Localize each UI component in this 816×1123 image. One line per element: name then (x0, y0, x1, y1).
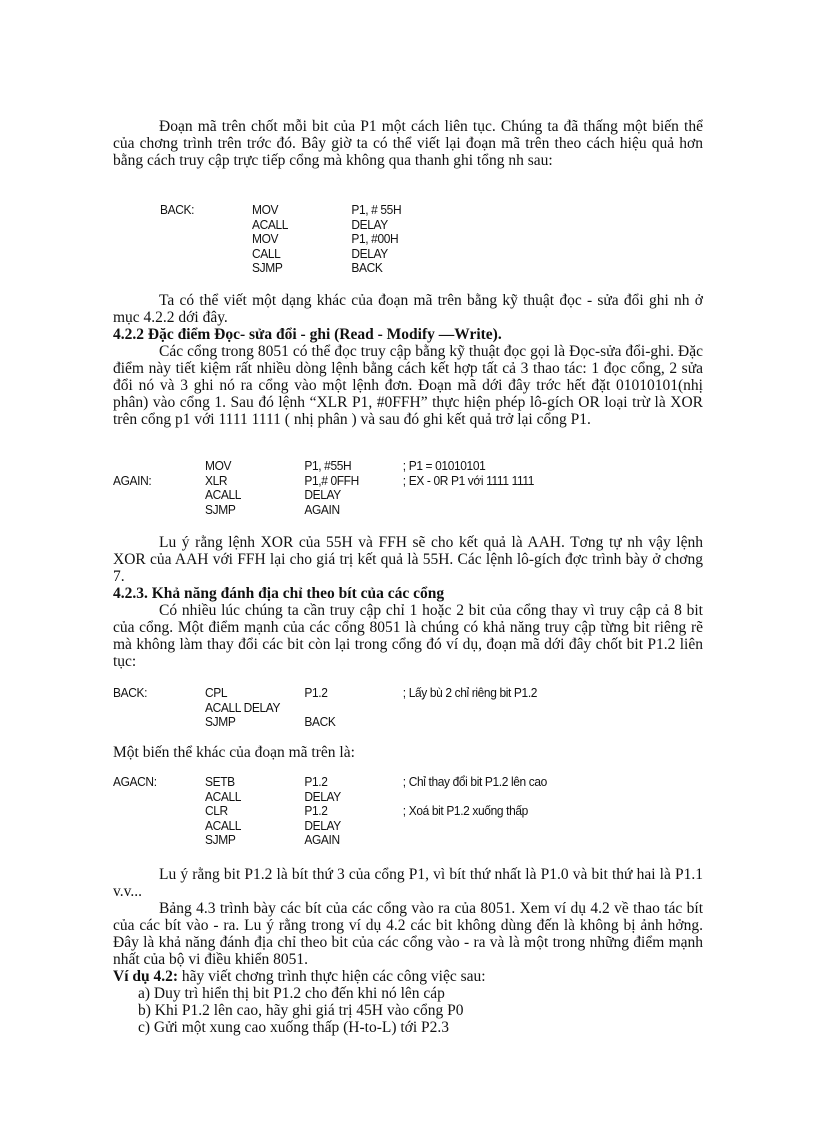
list-item (113, 1019, 713, 1036)
paragraph-table-ref: Bảng 4.3 trình bày các bít của các cổng vào ra của 8051. Xem ví dụ 4.2 về thao tác bít của các bít vào - ra. Lu ý rằng trong ví dụ 4.2 các bit không dùng đến là không bị ảnh hởng. Đây là khả năng đánh địa chỉ theo bit của các cổng vào - ra và là một trong những điểm mạnh nhất của bộ vi điều khiển 8051. (113, 900, 703, 968)
example-label: Ví dụ 4.2: (113, 968, 179, 985)
list-marker: a) (138, 985, 151, 1002)
example-heading (113, 968, 703, 985)
list-item (113, 985, 713, 1002)
paragraph-xor-note: Lu ý rằng lệnh XOR của 55H và FFH sẽ cho kết quả là AAH. Tơng tự nh vậy lệnh XOR của AAH với FFH lại cho giá trị kết quả là 55H. Các lệnh lô-gích đợc trình bày ở chơng 7. (113, 534, 703, 585)
paragraph-variant: Một biến thể khác của đoạn mã trên là: (113, 744, 355, 761)
paragraph-alt: Ta có thể viết một dạng khác của đoạn mã trên bằng kỹ thuật đọc - sửa đổi ghi nh ở mục 4.2.2 dới đây. (113, 292, 703, 326)
document-page: Đoạn mã trên chốt mỗi bit của P1 một cách liên tục. Chúng ta đã thấng một biến thể của chơng trình trên trớc đó. Bây giờ ta có thể viết lại đoạn mã trên theo cách hiệu quả hơn bằng cách truy cập trực tiếp cổng mà không qua thanh ghi tổng nh sau: BACK: MOV P1, # 55H ACALL DELAY MOV P1, #00H CALL DELAY SJMP BACK Ta có thể viết một dạng khác của đoạn mã trên bằng kỹ thuật đọc - sửa đổi ghi nh ở mục 4.2.2 dới đây. 4.2.2 Đặc điểm Đọc- sửa đổi - ghi (Read - Modify —Write). Các cổng trong 8051 có thể đọc truy cập bằng kỹ thuật đọc gọi là Đọc-sửa đổi-ghi. Đặc điểm này tiết kiệm rất nhiều dòng lệnh bằng cách kết hợp tất cả 3 thao tác: 1 đọc cổng, 2 sửa đổi nó và 3 ghi nó ra cổng vào một lệnh đơn. Đoạn mã dới đây trớc hết đặt 01010101(nhị phân) vào cổng 1. Sau đó lệnh “XLR P1, #0FFH” thực hiện phép lô-gích OR loại trừ là XOR trên cổng p1 với 1111 1111 ( nhị phân ) và sau đó ghi kết quả trở lại cổng P1. MOV P1, #55H ; P1 = 01010101 AGAIN: XLR P1,# 0FFH ; EX - 0R P1 với 1111 1111 ACALL DELAY SJMP AGAIN Lu ý rằng lệnh XOR của 55H và FFH sẽ cho kết quả là AAH. Tơng tự nh vậy lệnh XOR của AAH với FFH lại cho giá trị kết quả là 55H. Các lệnh lô-gích đợc trình bày ở chơng 7. 4.2.3. Khả năng đánh địa chỉ theo bít của các cổng Có nhiều lúc chúng ta cần truy cập chỉ 1 hoặc 2 bit của cổng thay vì truy cập cả 8 bit của cổng. Một điểm mạnh của các cổng 8051 là chúng có khả năng truy cập từng bit riêng rẽ mà không làm thay đổi các bit còn lại trong cổng đó ví dụ, đoạn mã dới đây chốt bit P1.2 liên tục: BACK: CPL P1.2 ; Lấy bù 2 chỉ riêng bit P1.2 ACALL DELAY SJMP BACK Một biến thể khác của đoạn mã trên là: AGACN: SETB P1.2 ; Chỉ thay đổi bit P1.2 lên cao ACALL DELAY CLR P1.2 ; Xoá bit P1.2 xuống thấp ACALL DELAY SJMP AGAIN Lu ý rằng bit P1.2 là bít thứ 3 của cổng P1, vì bít thứ nhất là P1.0 và bit thứ hai là P1.1 v.v... Bảng 4.3 trình bày các bít của các cổng vào ra của 8051. Xem ví dụ 4.2 về thao tác bít của các bít vào - ra. Lu ý rằng trong ví dụ 4.2 các bit không dùng đến là không bị ảnh hởng. Đây là khả năng đánh địa chỉ theo bit của các cổng vào - ra và là một trong những điểm mạnh nhất của bộ vi điều khiển 8051. Ví dụ 4.2: hãy viết chơng trình thực hiện các công việc sau: a) Duy trì hiển thị bit P1.2 cho đến khi nó lên cáp b) Khi P1.2 lên cao, hãy ghi giá trị 45H vào cổng P0 c) Gửi một xung cao xuống thấp (H-to-L) tới P2.3 (0, 0, 816, 1123)
paragraph-intro: Đoạn mã trên chốt mỗi bit của P1 một cách liên tục. Chúng ta đã thấng một biến thể của chơng trình trên trớc đó. Bây giờ ta có thể viết lại đoạn mã trên theo cách hiệu quả hơn bằng cách truy cập trực tiếp cổng mà không qua thanh ghi tổng nh sau: (113, 118, 703, 169)
list-marker: c) (138, 1019, 151, 1036)
list-marker: b) (138, 1002, 151, 1019)
task-list (113, 985, 713, 1036)
list-text: Khi P1.2 lên cao, hãy ghi giá trị 45H vào cổng P0 (154, 1002, 464, 1019)
list-text: Duy trì hiển thị bit P1.2 cho đến khi nó lên cáp (153, 985, 445, 1002)
list-text: Gửi một xung cao xuống thấp (H-to-L) tới P2.3 (153, 1019, 450, 1036)
section-heading-4-2-3: 4.2.3. Khả năng đánh địa chỉ theo bít của các cổng (113, 585, 445, 602)
example-text: hãy viết chơng trình thực hiện các công việc sau: (178, 968, 486, 985)
paragraph-bit-note: Lu ý rằng bit P1.2 là bít thứ 3 của cổng P1, vì bít thứ nhất là P1.0 và bit thứ hai là P1.1 v.v... (113, 866, 703, 900)
paragraph-bit-addressing: Có nhiều lúc chúng ta cần truy cập chỉ 1 hoặc 2 bit của cổng thay vì truy cập cả 8 bit của cổng. Một điểm mạnh của các cổng 8051 là chúng có khả năng truy cập từng bit riêng rẽ mà không làm thay đổi các bit còn lại trong cổng đó ví dụ, đoạn mã dới đây chốt bit P1.2 liên tục: (113, 602, 703, 670)
section-heading-4-2-2: 4.2.2 Đặc điểm Đọc- sửa đổi - ghi (Read - Modify —Write). (113, 326, 502, 343)
list-item (113, 1002, 713, 1019)
paragraph-read-modify-write: Các cổng trong 8051 có thể đọc truy cập bằng kỹ thuật đọc gọi là Đọc-sửa đổi-ghi. Đặc điểm này tiết kiệm rất nhiều dòng lệnh bằng cách kết hợp tất cả 3 thao tác: 1 đọc cổng, 2 sửa đổi nó và 3 ghi nó ra cổng vào một lệnh đơn. Đoạn mã dới đây trớc hết đặt 01010101(nhị phân) vào cổng 1. Sau đó lệnh “XLR P1, #0FFH” thực hiện phép lô-gích OR loại trừ là XOR trên cổng p1 với 1111 1111 ( nhị phân ) và sau đó ghi kết quả trở lại cổng P1. (113, 343, 703, 428)
